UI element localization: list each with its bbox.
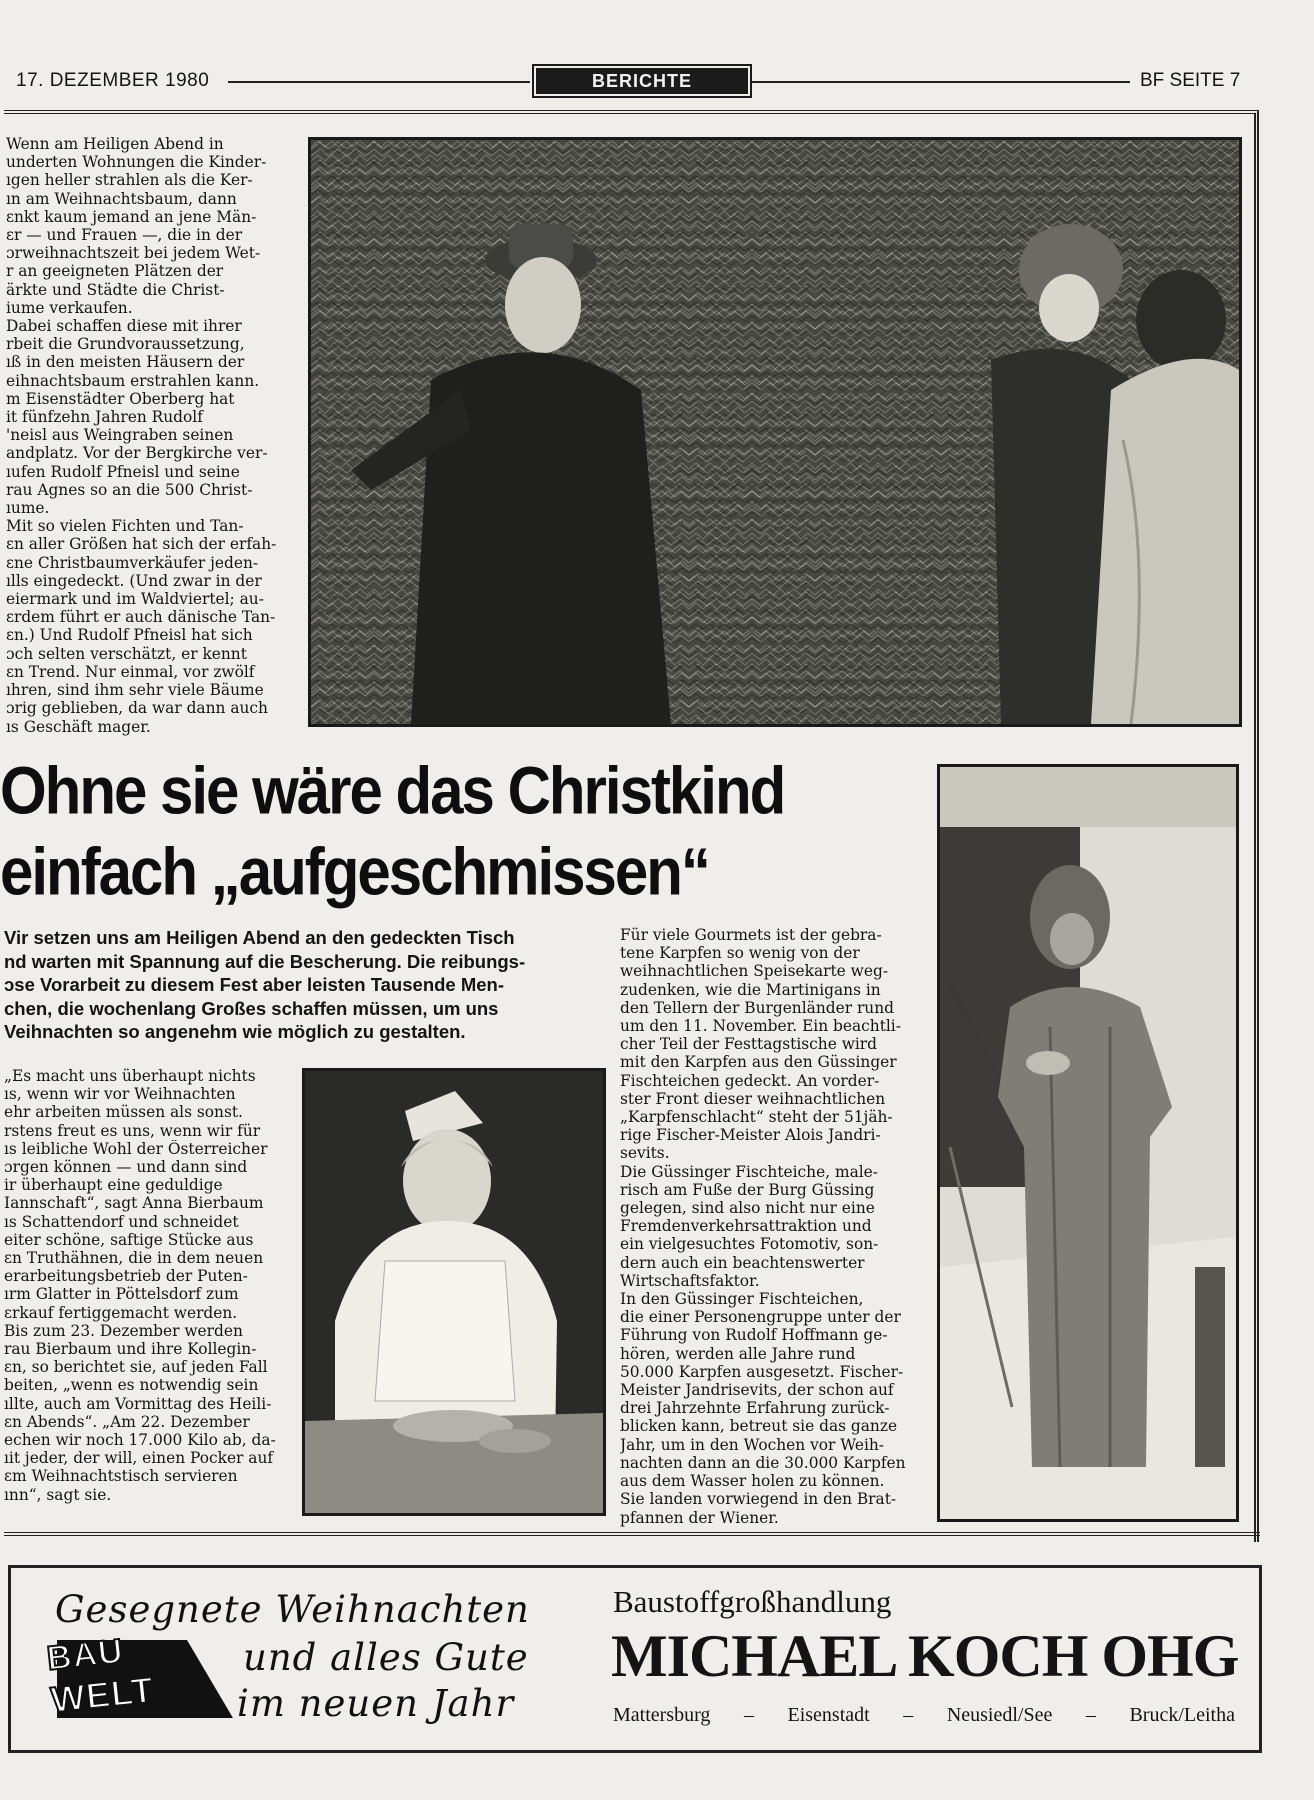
text-line: r an geeigneten Plätzen der [6, 262, 224, 281]
text-line: zudenken, wie die Martinigans in [620, 980, 881, 999]
text-line: ɛnkt kaum jemand an jene Män- [6, 207, 257, 226]
text-line: ɔch selten verschätzt, er kennt [6, 644, 247, 663]
text-line: die einer Personengruppe unter der [620, 1308, 901, 1327]
text-line: ɔrig geblieben, da war dann auch [6, 699, 268, 718]
text-line: underten Wohnungen die Kinder- [6, 153, 267, 172]
text-line: Führung von Rudolf Hoffmann ge- [620, 1326, 888, 1345]
article-frame-bottom [4, 1532, 1260, 1536]
text-line: 'neisl aus Weingraben seinen [6, 426, 234, 445]
text-line: ırm Glatter in Pöttelsdorf zum [4, 1285, 239, 1304]
ad-separator: – [1085, 1704, 1096, 1726]
text-line: tene Karpfen so wenig von der [620, 944, 860, 963]
ad-greeting-line-1: Gesegnete Weihnachten [55, 1588, 530, 1631]
issue-date: 17. DEZEMBER 1980 [16, 70, 210, 91]
photo-christmas-tree-seller [308, 137, 1242, 727]
text-line: ıit jeder, der will, einen Pocker auf [4, 1449, 274, 1468]
text-line: In den Güssinger Fischteichen, [620, 1290, 864, 1309]
text-line: chen, die wochenlang Großes schaffen müssen, um uns [4, 997, 499, 1019]
text-line: „Es macht uns überhaupt nichts [4, 1067, 256, 1085]
ad-company-category: Baustoffgroßhandlung [613, 1584, 892, 1619]
text-line: eiter schöne, saftige Stücke aus [4, 1230, 254, 1249]
christmas-tree-photo-illustration [311, 140, 1239, 724]
text-line: Bis zum 23. Dezember werden [4, 1321, 243, 1340]
text-line: hören, werden alle Jahre rund [620, 1344, 856, 1363]
lead-paragraph [4, 926, 600, 1044]
text-line: dern auch ein beachtenswerter [620, 1253, 865, 1272]
text-line: ɛm Weihnachtstisch servieren [4, 1467, 238, 1486]
ad-location-3: Neusiedl/See [946, 1704, 1053, 1726]
text-line: ıllte, auch am Vormittag des Heili- [4, 1394, 272, 1413]
text-line: 50.000 Karpfen ausgesetzt. Fischer- [620, 1362, 904, 1381]
text-line: ılls eingedeckt. (Und zwar in der [6, 571, 262, 590]
text-line: Wirtschaftsfaktor. [620, 1271, 760, 1290]
ad-separator: – [903, 1704, 914, 1726]
text-line: ıume. [6, 499, 50, 518]
text-line: eiermark und im Waldviertel; au- [6, 590, 264, 609]
ad-separator: – [743, 1704, 754, 1726]
text-line: cher Teil der Festtagstische wird [620, 1035, 877, 1054]
ad-locations [613, 1704, 1235, 1727]
text-line: Sie landen vorwiegend in den Brat- [620, 1490, 897, 1509]
fisherman-photo-illustration [940, 767, 1236, 1519]
photo-anna-bierbaum [302, 1068, 606, 1516]
article-top-text [6, 135, 288, 736]
headline-line-2: einfach „aufgeschmissen“ [0, 834, 709, 910]
text-line: Iannschaft“, sagt Anna Bierbaum [4, 1194, 264, 1213]
bauwelt-logo-text-1: BAU [45, 1632, 126, 1678]
text-line: risch am Fuße der Burg Güssing [620, 1180, 875, 1199]
text-line: ɛne Christbaumverkäufer jeden- [6, 553, 259, 572]
text-line: sevits. [620, 1144, 670, 1163]
text-line: echen wir noch 17.000 Kilo ab, da- [4, 1431, 276, 1450]
text-line: ınn“, sagt sie. [4, 1485, 112, 1504]
text-line: ärkte und Städte die Christ- [6, 280, 225, 299]
text-line: gelegen, sind also nicht nur eine [620, 1199, 875, 1218]
text-line: pfannen der Wiener. [620, 1508, 779, 1527]
text-line: rau Bierbaum und ihre Kollegin- [4, 1340, 257, 1359]
ad-location-1: Mattersburg [613, 1704, 711, 1726]
text-line: ɛr — und Frauen —, die in der [6, 226, 243, 245]
text-line: ıs Schattendorf und schneidet [4, 1212, 239, 1231]
text-line: ir überhaupt eine geduldige [4, 1176, 223, 1195]
text-line: rbeit die Grundvoraussetzung, [6, 335, 245, 354]
text-line: ɛrdem führt er auch dänische Tan- [6, 608, 276, 627]
text-line: nachten dann an die 30.000 Karpfen [620, 1453, 906, 1472]
photo-fisher-meister-jandrisevits [937, 764, 1239, 1522]
text-line: blicken kann, betreut sie das ganze [620, 1417, 898, 1436]
text-line: drei Jahrzehnte Erfahrung zurück- [620, 1399, 890, 1418]
ad-greeting-line-2: und alles Gute [243, 1636, 529, 1679]
text-line: eihnachtsbaum erstrahlen kann. [6, 371, 260, 390]
text-line: weihnachtlichen Speisekarte weg- [620, 962, 889, 981]
text-line: andplatz. Vor der Bergkirche ver- [6, 444, 268, 463]
section-label: BERICHTE [532, 64, 752, 98]
ad-greeting-line-3: im neuen Jahr [237, 1682, 515, 1725]
text-line: ɛrkauf fertiggemacht werden. [4, 1303, 238, 1322]
text-line: Vir setzen uns am Heiligen Abend an den gedeckten Tisch [4, 927, 515, 948]
text-line: rstens freut es uns, wenn wir für [4, 1121, 261, 1140]
text-line: ɔrgen können — und dann sind [4, 1158, 248, 1177]
text-line: ɔse Vorarbeit zu diesem Fest aber leisten Tausende Men- [4, 974, 505, 996]
text-line: mit den Karpfen aus den Güssinger [620, 1053, 897, 1072]
text-line: beiten, „wenn es notwendig sein [4, 1376, 259, 1395]
ad-company-name: MICHAEL KOCH OHG [611, 1623, 1239, 1689]
header-rule-left [228, 81, 530, 83]
text-line: ɛn.) Und Rudolf Pfneisl hat sich [6, 626, 253, 645]
text-line: Fischteichen gedeckt. An vorder- [620, 1071, 880, 1090]
text-line: ıs leibliche Wohl der Österreicher [4, 1139, 268, 1158]
text-line: nd warten mit Spannung auf die Bescherung. Die reibungs- [4, 950, 526, 972]
text-line: Wenn am Heiligen Abend in [6, 135, 224, 153]
text-line: rige Fischer-Meister Alois Jandri- [620, 1126, 881, 1145]
page-number: BF SEITE 7 [1140, 70, 1241, 91]
text-line: Mit so vielen Fichten und Tan- [6, 517, 244, 536]
ad-location-4: Bruck/Leitha [1129, 1704, 1235, 1726]
text-line: ɛn aller Größen hat sich der erfah- [6, 535, 277, 554]
text-line: erarbeitungsbetrieb der Puten- [4, 1267, 248, 1286]
text-line: aus dem Wasser holen zu können. [620, 1472, 885, 1491]
text-line: ɛn, so berichtet sie, auf jeden Fall [4, 1358, 268, 1377]
text-line: it fünfzehn Jahren Rudolf [6, 408, 203, 427]
headline-line-1: Ohne sie wäre das Christkind [0, 753, 785, 829]
text-line: ın am Weihnachtsbaum, dann [6, 189, 237, 208]
text-line: Meister Jandrisevits, der schon auf [620, 1381, 894, 1400]
text-line: m Eisenstädter Oberberg hat [6, 389, 235, 408]
text-line: ɛn Trend. Nur einmal, vor zwölf [6, 662, 255, 681]
article-right-text [620, 926, 922, 1527]
text-line: ıß in den meisten Häusern der [6, 353, 245, 372]
advertisement [8, 1565, 1262, 1753]
text-line: Dabei schaffen diese mit ihrer [6, 317, 242, 336]
bauwelt-logo-text-2: WELT [49, 1668, 157, 1721]
ad-location-2: Eisenstadt [787, 1704, 870, 1726]
text-line: Fremdenverkehrsattraktion und [620, 1217, 872, 1236]
text-line: „Karpfenschlacht“ steht der 51jäh- [620, 1108, 893, 1127]
text-line: ıufen Rudolf Pfneisl und seine [6, 462, 240, 481]
text-line: ıs, wenn wir vor Weihnachten [4, 1085, 236, 1104]
text-line: ster Front dieser weihnachtlichen [620, 1089, 886, 1108]
bauwelt-logo [37, 1632, 237, 1720]
text-line: Jahr, um in den Wochen vor Weih- [620, 1435, 884, 1454]
text-line: ıs Geschäft mager. [6, 717, 151, 736]
text-line: ein vielgesuchtes Fotomotiv, son- [620, 1235, 879, 1254]
text-line: um den 11. November. Ein beachtli- [620, 1017, 901, 1036]
header-rule-right [752, 81, 1130, 83]
text-line: rau Agnes so an die 500 Christ- [6, 480, 253, 499]
text-line: ıhren, sind ihm sehr viele Bäume [6, 681, 264, 700]
text-line: ɛn Truthähnen, die in dem neuen [4, 1249, 264, 1268]
text-line: ɛn Abends“. „Am 22. Dezember [4, 1412, 250, 1431]
text-line: iume verkaufen. [6, 298, 133, 317]
text-line: Die Güssinger Fischteiche, male- [620, 1162, 878, 1181]
text-line: ɔrweihnachtszeit bei jedem Wet- [6, 244, 261, 263]
text-line: Für viele Gourmets ist der gebra- [620, 926, 882, 944]
butcher-photo-illustration [305, 1071, 603, 1513]
text-line: den Tellern der Burgenländer rund [620, 998, 894, 1017]
text-line: ehr arbeiten müssen als sonst. [4, 1103, 243, 1122]
text-line: ıgen heller strahlen als die Ker- [6, 171, 253, 190]
article-left-text [4, 1067, 284, 1504]
text-line: Veihnachten so angenehm wie möglich zu gestalten. [4, 1021, 466, 1043]
